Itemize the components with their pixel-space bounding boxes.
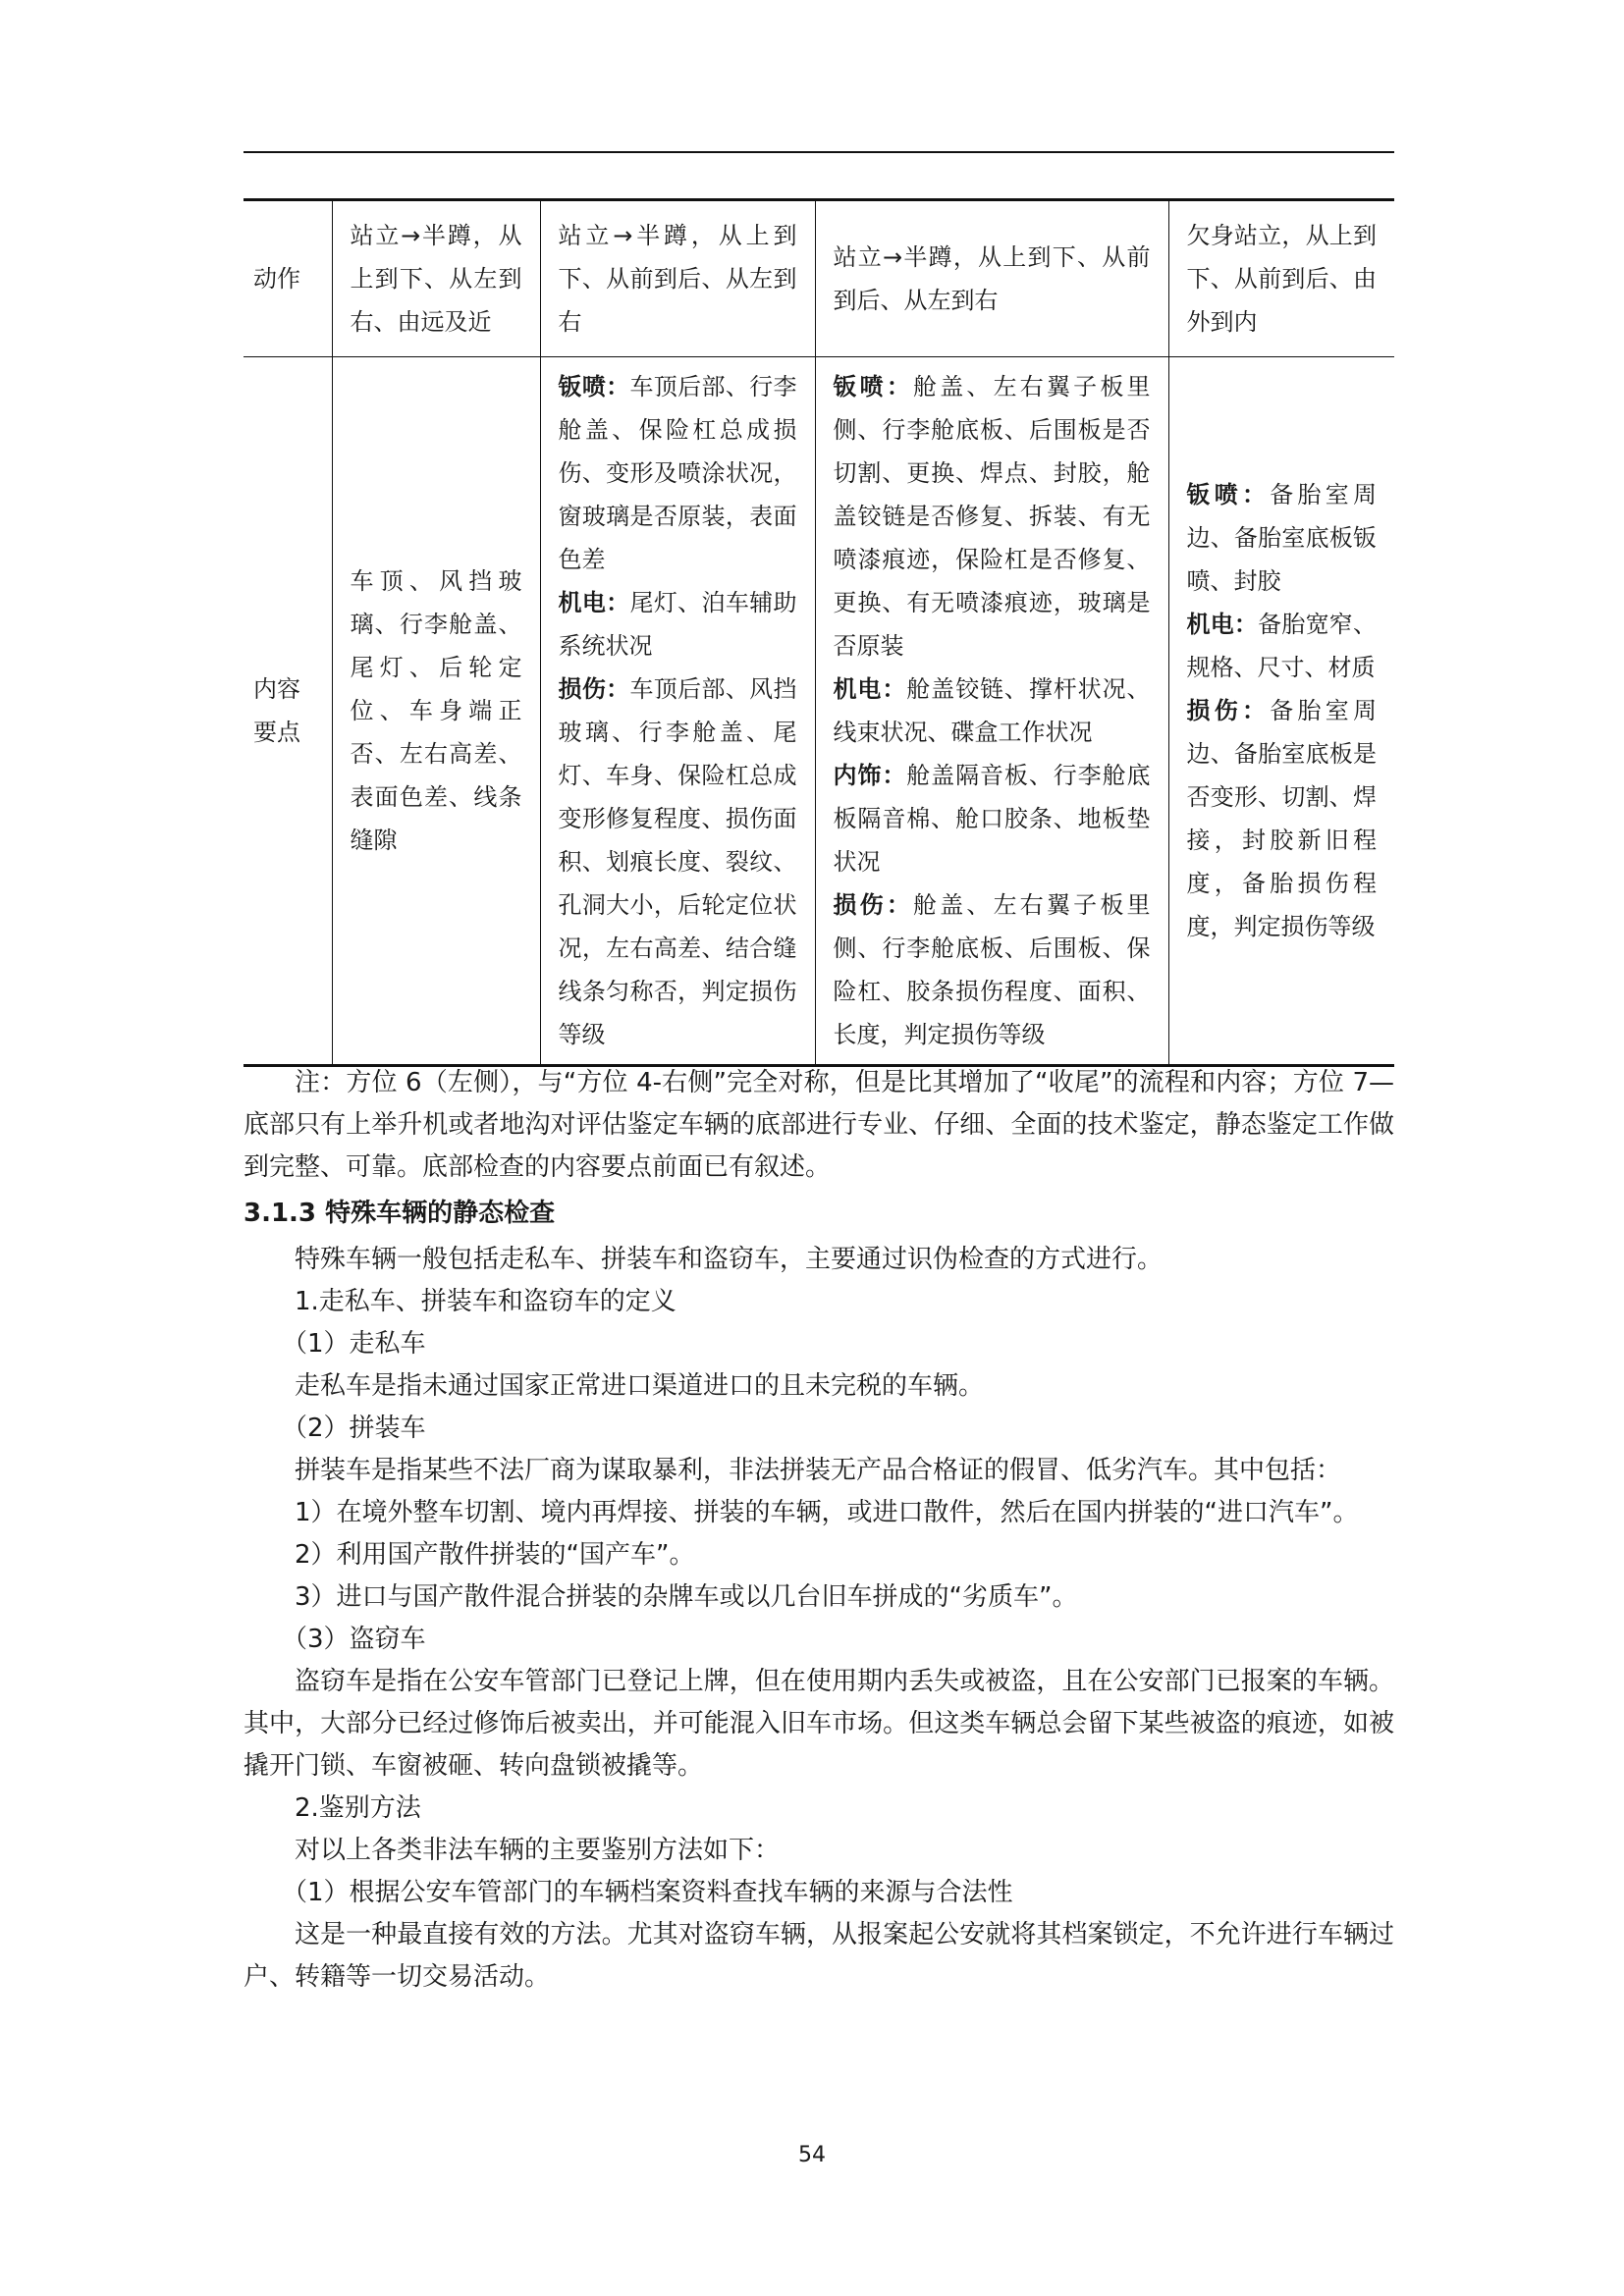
cell-text: 尾灯、泊车辅助系统状况: [558, 589, 797, 660]
paragraph: （2）拼装车: [282, 1414, 426, 1443]
paragraph: 特殊车辆一般包括走私车、拼装车和盗窃车，主要通过识伪检查的方式进行。: [295, 1245, 1164, 1274]
table-cell: 车顶、风挡玻璃、行李舱盖、尾灯、后轮定位、车身端正否、左右高差、表面色差、线条缝隙: [332, 357, 540, 1066]
paragraph: 走私车是指未通过国家正常进口渠道进口的且未完税的车辆。: [295, 1371, 985, 1401]
keyword: 损伤：: [558, 675, 630, 703]
keyword: 钣喷：: [1186, 481, 1271, 508]
paragraph: 2.鉴别方法: [295, 1793, 421, 1823]
body-text: [244, 1062, 1394, 1999]
cell-text: 车顶后部、行李舱盖、保险杠总成损伤、变形及喷涂状况，窗玻璃是否原装，表面色差: [558, 373, 797, 573]
cell-text: 舱盖隔音板、行李舱底板隔音棉、舱口胶条、地板垫状况: [833, 762, 1151, 876]
table-cell: 站立→半蹲，从上到下、从左到右、由远及近: [332, 200, 540, 357]
keyword: 损伤：: [1186, 697, 1271, 724]
row-label-content: 内容要点: [244, 357, 332, 1066]
paragraph: 这是一种最直接有效的方法。尤其对盗窃车辆，从报案起公安就将其档案锁定，不允许进行车辆过户、转籍等一切交易活动。: [244, 1920, 1394, 1992]
inspection-table: [244, 198, 1394, 1067]
cell-text: 车顶后部、风挡玻璃、行李舱盖、尾灯、车身、保险杠总成变形修复程度、损伤面积、划痕长度、裂纹、孔洞大小，后轮定位状况，左右高差、结合缝线条匀称否，判定损伤等级: [558, 675, 797, 1048]
table-cell: [815, 357, 1168, 1066]
paragraph: （3）盗窃车: [282, 1625, 426, 1654]
keyword: 机电：: [558, 589, 630, 616]
paragraph: 3）进口与国产散件混合拼装的杂牌车或以几台旧车拼成的“劣质车”。: [295, 1582, 1078, 1612]
section-title: 3.1.3 特殊车辆的静态检查: [244, 1199, 556, 1228]
paragraph: 对以上各类非法车辆的主要鉴别方法如下：: [295, 1836, 781, 1865]
table-cell: [540, 357, 815, 1066]
paragraph: （1）根据公安车管部门的车辆档案资料查找车辆的来源与合法性: [282, 1878, 1013, 1907]
row-label-action: 动作: [244, 200, 332, 357]
keyword: 钣喷：: [558, 373, 630, 400]
table-row-content: [244, 357, 1394, 1066]
table-cell: 站立→半蹲，从上到下、从前到后、从左到右: [540, 200, 815, 357]
keyword: 钣喷：: [833, 373, 914, 400]
table-cell: 欠身站立，从上到下、从前到后、由外到内: [1168, 200, 1394, 357]
table-cell: 站立→半蹲，从上到下、从前到后、从左到右: [815, 200, 1168, 357]
table-row-action: [244, 200, 1394, 357]
paragraph: （1）走私车: [282, 1329, 426, 1359]
page-number: 54: [798, 2143, 826, 2167]
cell-text: 舱盖铰链、撑杆状况、线束状况、碟盒工作状况: [833, 675, 1151, 746]
paragraph: 拼装车是指某些不法厂商为谋取暴利，非法拼装无产品合格证的假冒、低劣汽车。其中包括：: [295, 1456, 1342, 1485]
cell-text: 舱盖、左右翼子板里侧、行李舱底板、后围板是否切割、更换、焊点、封胶，舱盖铰链是否修复、拆装、有无喷漆痕迹，保险杠是否修复、更换、有无喷漆痕迹，玻璃是否原装: [833, 373, 1151, 660]
keyword: 机电：: [1186, 611, 1259, 638]
table-cell: [1168, 357, 1394, 1066]
keyword: 机电：: [833, 675, 907, 703]
cell-text: 备胎室周边、备胎室底板是否变形、切割、焊接，封胶新旧程度，备胎损伤程度，判定损伤等级: [1186, 697, 1377, 940]
keyword: 内饰：: [833, 762, 907, 789]
paragraph: 2）利用国产散件拼装的“国产车”。: [295, 1540, 695, 1570]
keyword: 损伤：: [833, 891, 914, 919]
cell-text: 舱盖、左右翼子板里侧、行李舱底板、后围板、保险杠、胶条损伤程度、面积、长度，判定损伤等级: [833, 891, 1151, 1048]
header-rule: [244, 151, 1394, 153]
paragraph: 1.走私车、拼装车和盗窃车的定义: [295, 1287, 677, 1316]
cell-text: 备胎室周边、备胎室底板钣喷、封胶: [1186, 481, 1377, 595]
note-paragraph: 注：方位 6（左侧），与“方位 4-右侧”完全对称，但是比其增加了“收尾”的流程和内容；方位 7—底部只有上举升机或者地沟对评估鉴定车辆的底部进行专业、仔细、全面的技术鉴定，静态鉴定工作做到完整、可靠。底部检查的内容要点前面已有叙述。: [244, 1068, 1394, 1182]
cell-text: 备胎宽窄、规格、尺寸、材质: [1186, 611, 1378, 681]
paragraph: 1）在境外整车切割、境内再焊接、拼装的车辆，或进口散件，然后在国内拼装的“进口汽车”。: [295, 1498, 1359, 1527]
paragraph: 盗窃车是指在公安车管部门已登记上牌，但在使用期内丢失或被盗，且在公安部门已报案的车辆。其中，大部分已经过修饰后被卖出，并可能混入旧车市场。但这类车辆总会留下某些被盗的痕迹，如被撬开门锁、车窗被砸、转向盘锁被撬等。: [244, 1667, 1394, 1781]
